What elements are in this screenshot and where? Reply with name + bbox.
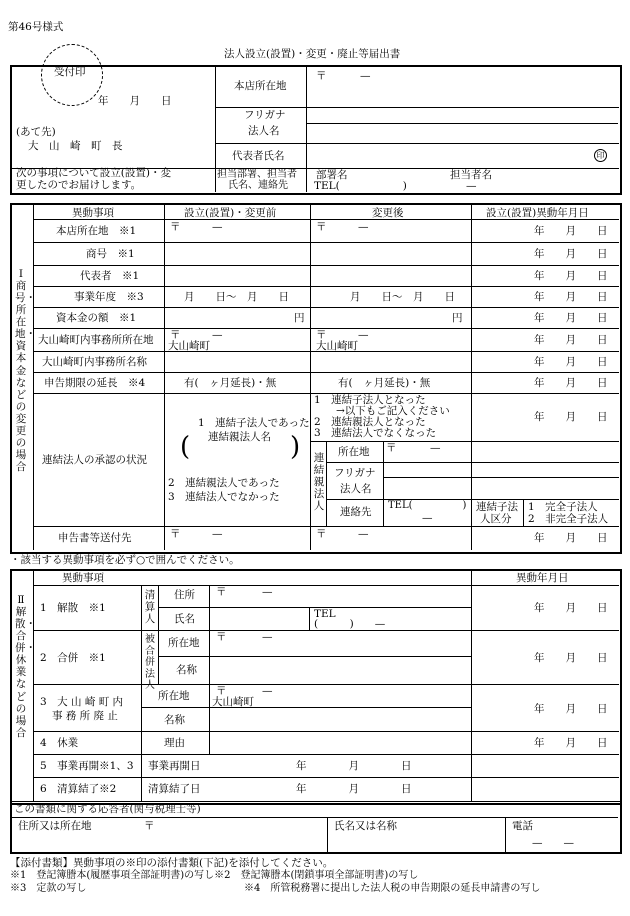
mail-after-postal: 〒 <box>316 528 327 540</box>
contact-label-1: 担当部署、担当者 <box>217 169 297 180</box>
mail-before-postal: 〒 <box>170 528 181 540</box>
row-consolidated: 連結法人の承認の状況 <box>42 454 147 466</box>
mail-before-dash: — <box>212 528 223 540</box>
sub-class-2: 人区分 <box>480 513 512 525</box>
date-rep: 年 月 日 <box>534 270 608 282</box>
closed-office-address: 所在地 <box>158 690 190 702</box>
before-yen: 円 <box>294 312 305 324</box>
stamp-label: 受付印 <box>54 66 86 78</box>
office-after-town: 大山崎町 <box>316 340 358 352</box>
liquidator-postal-dash: — <box>262 586 273 598</box>
parent-postal-dash: — <box>430 442 441 454</box>
parent-tel-dash: — <box>422 512 433 524</box>
date-fiscal: 年 月 日 <box>534 291 608 303</box>
parent-contact: 連絡先 <box>340 506 372 518</box>
agent-postal: 〒 <box>144 820 155 832</box>
liquidator-tel: TEL <box>314 608 336 620</box>
furigana-label: フリガナ <box>244 109 286 121</box>
before-postal-dash: — <box>212 221 223 233</box>
row-liquidation-end: 6 清算結了※2 <box>40 783 117 795</box>
parent-tel: TEL( ) <box>388 500 467 511</box>
circle-note: ・該当する異動事項を必ず○で囲んでください。 <box>10 554 240 566</box>
consol-after-note: →以下もご記入ください <box>336 405 450 417</box>
sec2-header-date: 異動年月日 <box>516 572 569 584</box>
footer-line-2: ※1 登記簿謄本(履歴事項全部証明書)の写し※2 登記簿謄本(閉鎖事項全部証明書)の写し <box>10 870 419 881</box>
after-extension: 有( ヶ月延長)・無 <box>338 377 431 389</box>
suspension-reason: 理由 <box>164 737 185 749</box>
contact-tel: TEL( ) <box>314 180 407 192</box>
after-yen: 円 <box>452 312 463 324</box>
addressee: 大 山 崎 町 長 <box>28 140 123 152</box>
contact-tel-dash: — <box>466 180 477 192</box>
date-office-name: 年 月 日 <box>534 356 608 368</box>
date-mailing: 年 月 日 <box>534 532 608 544</box>
hq-address-label: 本店所在地 <box>234 80 287 92</box>
after-postal-dash: — <box>358 221 369 233</box>
parent-postal: 〒 <box>386 442 397 454</box>
office-after-postal: 〒 <box>316 329 327 341</box>
date-hq: 年 月 日 <box>534 225 608 237</box>
closed-office-town: 大山崎町 <box>212 696 254 708</box>
person-label: 担当者名 <box>450 169 492 181</box>
liquidator-postal: 〒 <box>216 586 227 598</box>
office-before-dash: — <box>212 329 223 341</box>
contact-label-2: 氏名、連絡先 <box>228 180 288 191</box>
date-suspension: 年 月 日 <box>534 737 608 749</box>
row-capital: 資本金の額 ※1 <box>56 312 137 324</box>
before-extension: 有( ヶ月延長)・無 <box>184 377 277 389</box>
consol-after-3: 3 連結法人でなくなった <box>314 427 437 439</box>
bracket-right-icon: ) <box>290 432 301 462</box>
office-before-town: 大山崎町 <box>168 340 210 352</box>
seal-icon: 印 <box>594 149 607 162</box>
sec2-header-item: 異動事項 <box>62 572 104 584</box>
merged-corp-address: 所在地 <box>168 637 200 649</box>
agent-address: 住所又は所在地 <box>18 820 92 832</box>
parent-side-label: 連結親法人 <box>313 452 325 513</box>
consol-after-1: 1 連結子法人となった <box>314 394 426 406</box>
merged-postal: 〒 <box>216 631 227 643</box>
row-resume: 5 事業再開※1、3 <box>40 760 134 772</box>
submission-date: 年 月 日 <box>98 95 172 107</box>
date-capital: 年 月 日 <box>534 312 608 324</box>
date-merger: 年 月 日 <box>534 652 608 664</box>
sub-class-1: 連結子法 <box>476 501 518 513</box>
row-extension: 申告期限の延長 ※4 <box>44 377 146 389</box>
notice-line-1: 次の事項について設立(設置)・変 <box>16 167 171 179</box>
form-title: 法人設立(設置)・変更・廃止等届出書 <box>224 48 401 60</box>
date-extension: 年 月 日 <box>534 377 608 389</box>
liquidator-address: 住所 <box>174 589 195 601</box>
sub-option-2: 2 非完全子法人 <box>528 513 609 525</box>
consol-after-2: 2 連結親法人となった <box>314 416 426 428</box>
before-fiscal: 月 日〜 月 日 <box>184 291 289 303</box>
agent-title: この書類に関する応答者(関与税理士等) <box>14 803 201 815</box>
office-after-dash: — <box>358 329 369 341</box>
corp-name-label: 法人名 <box>248 125 280 137</box>
office-before-postal: 〒 <box>170 329 181 341</box>
date-office-address: 年 月 日 <box>534 334 608 346</box>
row-merger: 2 合併 ※1 <box>40 652 106 664</box>
agent-phone-dash: — — <box>532 837 574 849</box>
parent-address: 所在地 <box>338 446 370 458</box>
liquidator-name: 氏名 <box>174 613 195 625</box>
parent-furigana: フリガナ <box>334 467 376 479</box>
row-office-name: 大山崎町内事務所名称 <box>42 356 147 368</box>
resume-date: 年 月 日 <box>296 760 412 772</box>
row-representative: 代表者 ※1 <box>80 270 140 282</box>
sec1-header-before: 設立(設置)・変更前 <box>184 207 277 219</box>
consol-parent-name: 連結親法人名 <box>208 431 271 443</box>
section-2-side-label: Ⅱ解散・合併・休業などの場合 <box>15 594 36 739</box>
sec1-header-date: 設立(設置)異動年月日 <box>486 207 589 219</box>
section-1-side-label: Ⅰ商号・所在地・資本金などの変更の場合 <box>15 268 36 473</box>
rep-name-label: 代表者氏名 <box>232 150 285 162</box>
notice-line-2: 更したのでお届けします。 <box>16 179 142 191</box>
closed-postal-dash: — <box>262 685 273 697</box>
addressee-label: (あて先) <box>16 126 56 138</box>
parent-corp-name: 法人名 <box>340 483 372 495</box>
date-dissolution: 年 月 日 <box>534 602 608 614</box>
agent-phone: 電話 <box>512 820 533 832</box>
dept-label: 部署名 <box>316 169 348 181</box>
after-postal: 〒 <box>316 221 327 233</box>
sec1-header-item: 異動事項 <box>72 207 114 219</box>
row-office-close-2: 事 務 所 廃 止 <box>52 710 118 722</box>
row-trade-name: 商号 ※1 <box>86 248 135 260</box>
resume-date-label: 事業再開日 <box>148 760 201 772</box>
footer-line-4: ※4 所管税務署に提出した法人税の申告期限の延長申請書の写し <box>244 883 541 894</box>
consol-before-1: 1 連結子法人であった <box>198 417 310 429</box>
row-suspension: 4 休業 <box>40 737 79 749</box>
sec1-header-after: 変更後 <box>372 207 404 219</box>
date-office-close: 年 月 日 <box>534 703 608 715</box>
mail-after-dash: — <box>358 528 369 540</box>
liquidation-end-date: 年 月 日 <box>296 783 412 795</box>
merged-corp-name: 名称 <box>176 664 197 676</box>
row-hq-address: 本店所在地 ※1 <box>56 225 137 237</box>
consol-before-2: 2 連結親法人であった <box>168 477 280 489</box>
sub-option-1: 1 完全子法人 <box>528 501 598 513</box>
liquidation-end-label: 清算結了日 <box>148 783 201 795</box>
closed-postal: 〒 <box>216 685 227 697</box>
merged-corp-side-label: 被合併法人 <box>145 634 155 691</box>
row-dissolution: 1 解散 ※1 <box>40 602 106 614</box>
consol-before-3: 3 連結法人でなかった <box>168 491 280 503</box>
before-postal: 〒 <box>170 221 181 233</box>
form-number: 第46号様式 <box>8 21 64 33</box>
row-fiscal-year: 事業年度 ※3 <box>74 291 144 303</box>
row-mailing-address: 申告書等送付先 <box>58 532 132 544</box>
footer-line-3: ※3 定款の写し <box>10 883 87 894</box>
bracket-left-icon: ( <box>180 432 191 462</box>
row-office-address: 大山崎町内事務所所在地 <box>38 334 154 346</box>
postal-mark: 〒 <box>316 70 327 82</box>
date-trade-name: 年 月 日 <box>534 248 608 260</box>
row-office-close-1: 3 大 山 崎 町 内 <box>40 696 124 708</box>
closed-office-name: 名称 <box>164 714 185 726</box>
liquidator-tel-number: ( ) — <box>314 618 386 630</box>
date-consolidated: 年 月 日 <box>534 411 608 423</box>
agent-name: 氏名又は名称 <box>334 820 397 832</box>
postal-dash: — <box>360 70 371 82</box>
merged-postal-dash: — <box>262 631 273 643</box>
after-fiscal: 月 日〜 月 日 <box>350 291 455 303</box>
footer-line-1: 【添付書類】異動事項の※印の添付書類(下記)を添付してください。 <box>10 857 334 869</box>
liquidator-side-label: 清算人 <box>144 589 156 626</box>
